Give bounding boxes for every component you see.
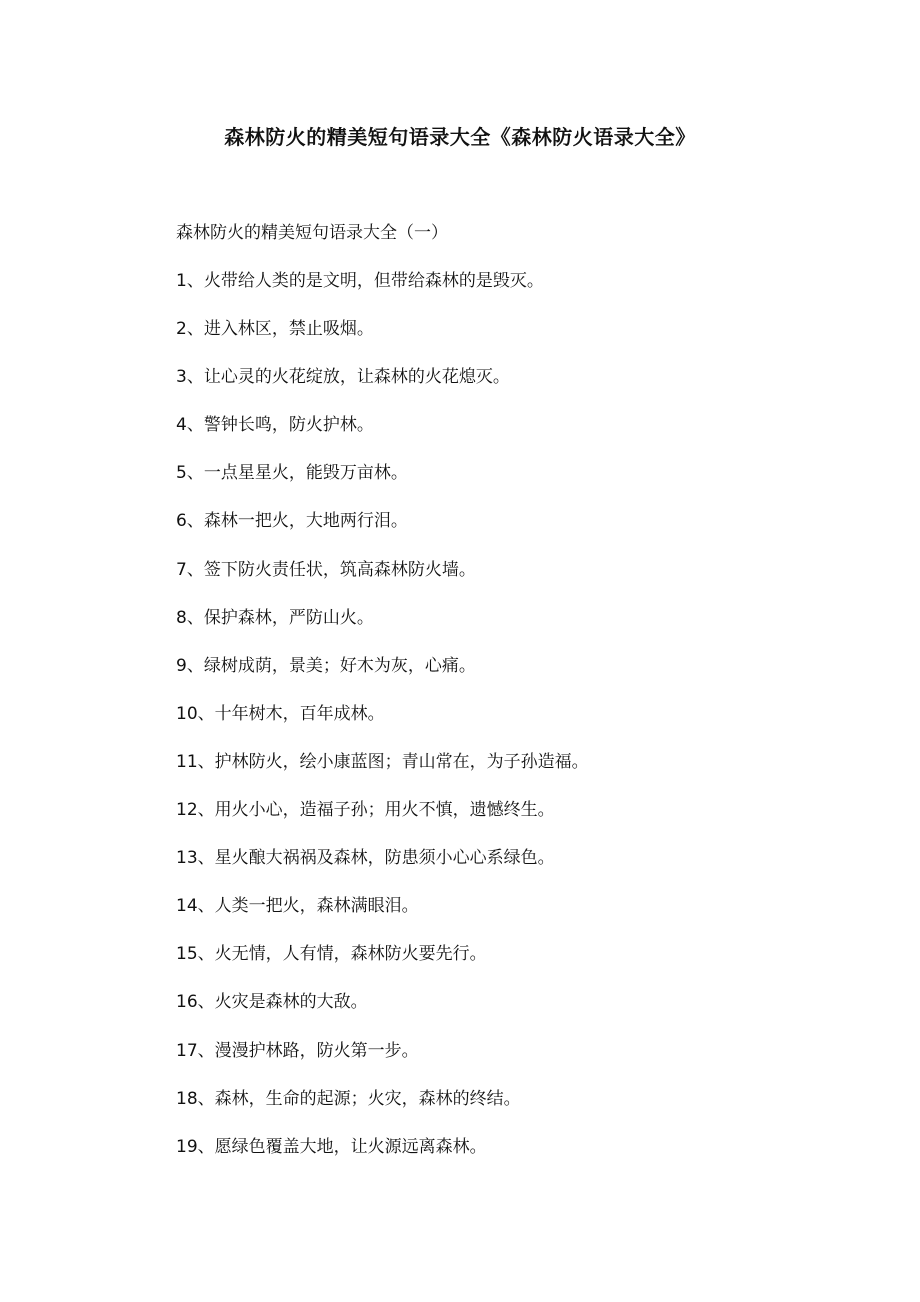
list-item: 13、星火酿大祸祸及森林，防患须小心心系绿色。: [176, 848, 555, 869]
list-item: 17、漫漫护林路，防火第一步。: [176, 1040, 419, 1061]
list-item: 16、火灾是森林的大敌。: [176, 992, 368, 1013]
list-item: 18、森林，生命的起源；火灾，森林的终结。: [176, 1088, 521, 1109]
list-item: 11、护林防火，绘小康蓝图；青山常在，为子孙造福。: [176, 751, 589, 772]
list-item: 19、愿绿色覆盖大地，让火源远离森林。: [176, 1136, 487, 1157]
list-item: 9、绿树成荫，景美；好木为灰，心痛。: [176, 655, 476, 676]
list-item: 15、火无情，人有情，森林防火要先行。: [176, 944, 487, 965]
list-item: 12、用火小心，造福子孙；用火不慎，遗憾终生。: [176, 800, 555, 821]
document-title: 森林防火的精美短句语录大全《森林防火语录大全》: [224, 125, 696, 149]
list-item: 7、签下防火责任状，筑高森林防火墙。: [176, 559, 476, 580]
list-item: 5、一点星星火，能毁万亩林。: [176, 463, 408, 484]
list-item: 10、十年树木，百年成林。: [176, 703, 385, 724]
list-item: 4、警钟长鸣，防火护林。: [176, 415, 374, 436]
list-item: 8、保护森林，严防山火。: [176, 607, 374, 628]
list-item: 14、人类一把火，森林满眼泪。: [176, 896, 419, 917]
slogan-list: [176, 266, 856, 1180]
list-item: 2、进入林区，禁止吸烟。: [176, 319, 374, 340]
list-item: 1、火带给人类的是文明，但带给森林的是毁灭。: [176, 271, 544, 291]
list-item: 6、森林一把火，大地两行泪。: [176, 511, 408, 532]
section-heading: 森林防火的精美短句语录大全（一）: [176, 223, 448, 243]
list-item: 3、让心灵的火花绽放，让森林的火花熄灭。: [176, 367, 510, 388]
